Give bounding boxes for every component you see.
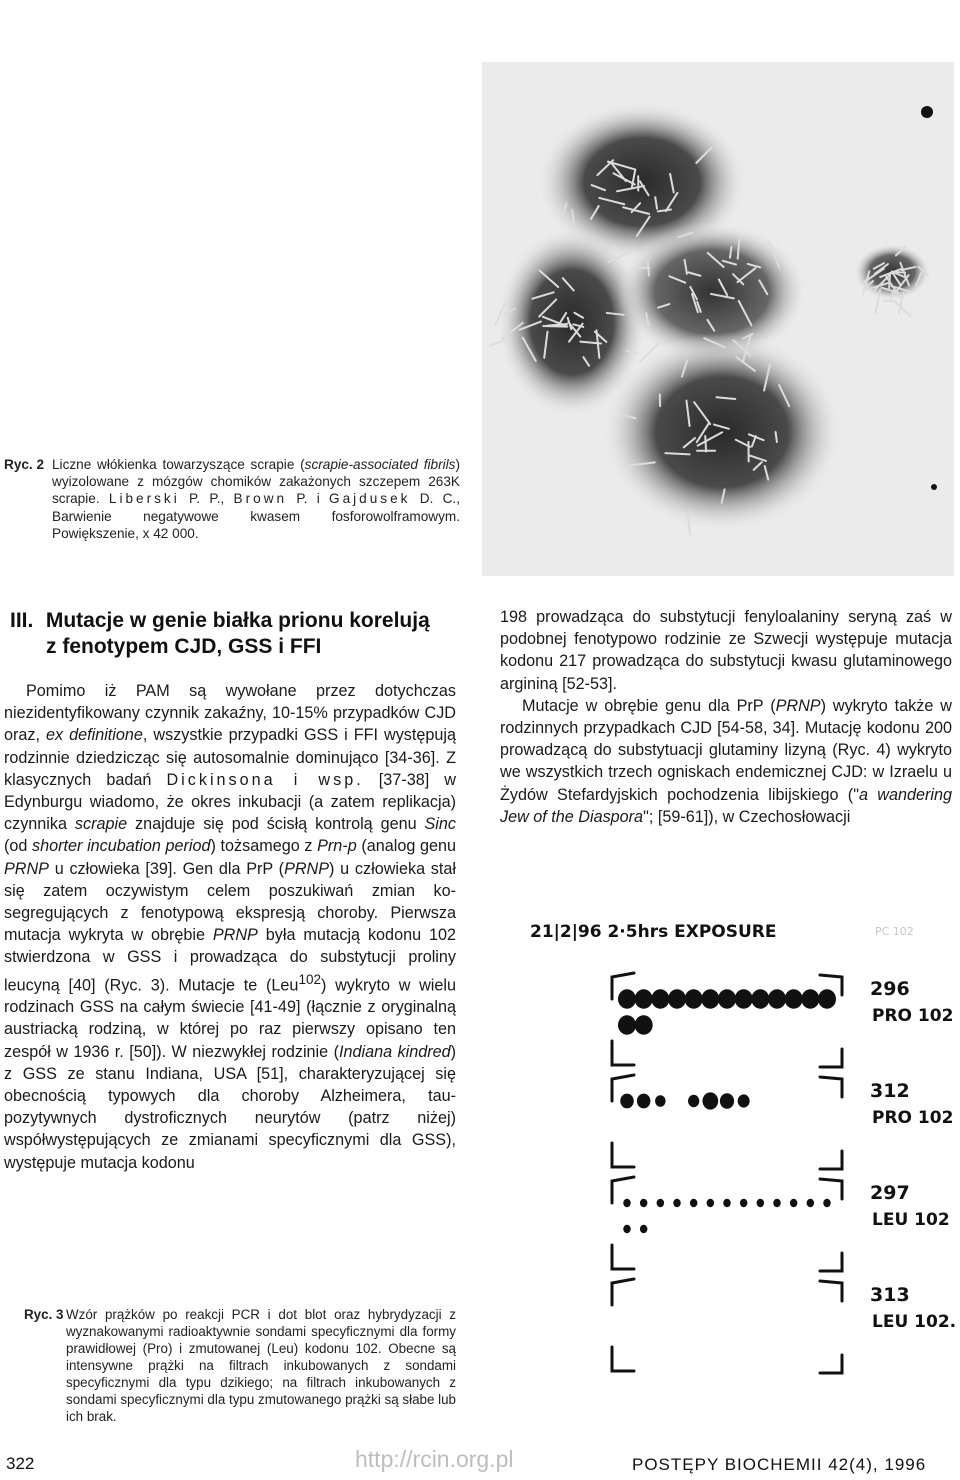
text-run: PRNP xyxy=(4,859,49,878)
blot-sample-number: 296 xyxy=(870,978,910,1000)
blot-dot xyxy=(720,1093,734,1109)
blot-bracket xyxy=(820,1281,842,1301)
text-run: scrapie-associated fibrils xyxy=(304,457,456,472)
blot-bracket xyxy=(612,1245,634,1269)
text-run: 198 prowadząca do substytucji fenyloalaniny seryną zaś w podobnej fenotypowo rodzinie ze Szwecji występuje mutacja kodonu 217 prowadząca do substytucji kwasu glutaminowego argininą [52-53]. xyxy=(500,608,952,693)
text-run: Gajdusek xyxy=(329,491,411,507)
blot-dot xyxy=(823,1199,831,1207)
blot-dot xyxy=(702,1092,718,1109)
figure-2-label: Ryc. 2 xyxy=(4,457,45,472)
blot-dot xyxy=(785,989,803,1009)
fibril xyxy=(730,247,731,258)
text-run: shorter incubation period xyxy=(32,837,211,856)
blot-dot xyxy=(640,1225,648,1233)
blot-dot xyxy=(685,989,703,1009)
blot-dot xyxy=(773,1199,781,1207)
text-run: Prn-p xyxy=(317,837,357,856)
dot-blot-figure-3 xyxy=(530,905,957,1332)
blot-dot xyxy=(640,1199,648,1207)
text-run: była mutacją kodonu 102 stwierdzona w GSS i prowadząca do substytucji proliny leucyną [40] (Ryc. 3). Mutacje te (Leu xyxy=(4,926,456,995)
text-run: Pomimo iż PAM są wywołane przez dotychczas niezidentyfikowany czynnik zakaźny, 10-15% przypadków CJD oraz, xyxy=(4,682,456,745)
text-run: Brown xyxy=(233,491,288,507)
blot-filter-313 xyxy=(612,1279,956,1373)
blot-bracket xyxy=(612,1041,634,1065)
figure-3-caption xyxy=(4,1306,456,1425)
fibril xyxy=(705,436,706,452)
text-run: ) wyizolowane z mózgów chomików zakażonych szczepem 263K scrapie. xyxy=(52,457,460,507)
blot-dot xyxy=(768,989,786,1009)
blot-dot xyxy=(757,1199,765,1207)
blot-dot xyxy=(635,989,653,1009)
section-heading xyxy=(10,608,462,660)
blot-dot xyxy=(735,989,753,1009)
blot-dot xyxy=(751,989,769,1009)
text-run: ) z GSS ze stanu Indiana, USA [51], charakteryzującej się obecnością typowych dla choroby Alzheimera, tau-pozytywnych dystroficznych neurytów (patrz niżej) współwystępujących ze zmianami specyficznymi dla GSS), występuje mutacja kodonu xyxy=(4,1042,456,1172)
blot-bracket xyxy=(612,1143,634,1167)
blot-dot xyxy=(707,1199,715,1207)
blot-bracket xyxy=(820,1049,842,1067)
section-title-line-2: z fenotypem CJD, GSS i FFI xyxy=(46,635,322,658)
paragraph xyxy=(500,606,952,695)
journal-footer: POSTĘPY BIOCHEMII 42(4), 1996 xyxy=(632,1455,927,1474)
text-run: Liberski xyxy=(108,491,180,507)
text-run: ) u człowieka stał się zatem oczywistym celem poszukiwań zmian ko-segregujących z fenotypową ekspresją choroby. Pierwsza mutacja wykryta w obrębie xyxy=(4,859,456,945)
blot-dot xyxy=(801,989,819,1009)
text-run: scrapie xyxy=(74,815,128,834)
text-column-right xyxy=(500,606,952,828)
blot-dot xyxy=(651,989,669,1009)
blot-dot xyxy=(623,1199,631,1207)
blot-dot xyxy=(620,1094,634,1109)
blot-header-handwriting: 21|2|96 2·5hrs EXPOSURE xyxy=(530,922,777,942)
blot-bracket xyxy=(820,1355,842,1373)
section-title-line-1: Mutacje w genie białka prionu korelują xyxy=(45,609,430,632)
blot-dot xyxy=(723,1199,731,1207)
blot-dot xyxy=(637,1094,651,1109)
blot-bracket xyxy=(820,1077,842,1097)
text-run: P. i xyxy=(287,491,330,507)
text-run: ) wykryto w wielu rodzinach GSS na całym świecie [41-49] (łącznie z oryginalną austriacką rodziną, w której po raz pierwszy opisano ten zespół w 1936 r. [50]). W niezwykłej rodzinie ( xyxy=(4,976,457,1061)
micrograph-figure-2 xyxy=(482,62,954,576)
blot-genotype-label: LEU 102 xyxy=(872,1210,950,1230)
text-run: a wandering Jew of the Diaspora xyxy=(500,785,952,826)
watermark-url: http://rcin.org.pl xyxy=(355,1446,514,1472)
blot-bracket xyxy=(612,1177,634,1203)
text-run: (od xyxy=(4,837,33,856)
text-run: Liczne włókienka towarzyszące scrapie ( xyxy=(52,457,305,472)
blot-bracket xyxy=(820,1179,842,1199)
blot-genotype-label: LEU 102. xyxy=(872,1312,957,1332)
blot-bracket xyxy=(612,1279,634,1305)
blot-dot xyxy=(818,989,836,1009)
figure-3-caption-text: Wzór prążków po reakcji PCR i dot blot oraz hybrydyzacji z wyznakowanymi radioaktywnie sondami specyficznymi dla formy prawidłowej (Pro) i zmutowanej (Leu) kodonu 102. Obecne są intensywne prążki na filtrach inkubowanych z sondami specyficznymi dla typu dzikiego; na filtrach inkubowanych z sondami specyficznymi dla typu zmutowanego prążki są słabe lub ich brak. xyxy=(66,1307,457,1424)
text-run: PRNP xyxy=(212,926,258,945)
figure-2-caption-text xyxy=(52,456,460,542)
micrograph-image xyxy=(482,62,954,576)
blot-dot xyxy=(657,1199,665,1207)
blot-sample-number: 297 xyxy=(870,1182,910,1204)
blot-genotype-label: PRO 102 xyxy=(872,1108,954,1128)
text-run: P. P., xyxy=(179,491,234,507)
blot-dot xyxy=(738,1094,750,1107)
blot-dot xyxy=(618,1015,636,1035)
blot-dot xyxy=(690,1199,698,1207)
text-run: Dickinsona i wsp. xyxy=(166,770,364,789)
blot-dot xyxy=(655,1095,666,1107)
blot-dot xyxy=(618,989,636,1009)
text-run: "; [59-61]), w Czechosłowacji xyxy=(643,807,851,826)
paragraph xyxy=(500,695,952,828)
fibril xyxy=(665,453,689,454)
blot-filter-312 xyxy=(612,1075,953,1169)
blot-sample-number: 313 xyxy=(870,1284,910,1306)
text-run: PRNP xyxy=(284,859,330,878)
figure-3-label: Ryc. 3 xyxy=(24,1307,64,1322)
text-run: [37-38] w Edynburgu wiadomo, że okres inkubacji (a zatem replikacja) czynnika xyxy=(4,770,456,834)
text-run: ) wykryto także w rodzinnych przypadkach CJD [54-58, 34]. Mutację kodonu 200 prowadzącą do substytuacji glutaminy lizyną (Ryc. 4) wykryto we wszystkich trzech ogniskach endemicznej CJD: w Izraelu u Żydów Stefardyjskich pochodzenia libijskiego (" xyxy=(500,696,952,804)
blot-genotype-label: PRO 102 xyxy=(872,1006,954,1026)
section-number: III. xyxy=(10,609,34,632)
blot-dot xyxy=(668,989,686,1009)
text-run: Sinc xyxy=(424,815,456,834)
blot-dot xyxy=(688,1095,699,1107)
text-column-left xyxy=(4,680,456,1174)
paragraph xyxy=(4,680,456,1174)
text-run: 102 xyxy=(298,971,321,987)
figure-2-caption xyxy=(4,456,460,542)
blot-dot xyxy=(635,1015,653,1035)
text-run: Indiana kindred xyxy=(338,1042,451,1061)
text-run: , wszystkie przypadki GSS i FFI występują rodzinnie dziedzicząc się autosomalnie dominująco [34-36]. Z klasycznych badań xyxy=(4,726,456,789)
blot-dot xyxy=(701,989,719,1009)
blot-corner-note: PC 102 xyxy=(875,925,914,938)
blot-dot xyxy=(790,1199,798,1207)
text-run: Mutacje w obrębie genu dla PrP ( xyxy=(522,696,776,715)
blot-sample-number: 312 xyxy=(870,1080,910,1102)
text-run: PRNP xyxy=(775,696,821,715)
text-run: u człowieka [39]. Gen dla PrP ( xyxy=(48,859,285,878)
text-run: ) tożsamego z xyxy=(210,837,318,856)
text-run: D. C., Barwienie negatywowe kwasem fosforowolframowym. Powiększenie, x 42 000. xyxy=(52,491,460,541)
blot-bracket xyxy=(820,1151,842,1169)
dot-blot-image xyxy=(530,905,957,1332)
blot-filter-297 xyxy=(612,1177,950,1271)
blot-dot xyxy=(740,1199,748,1207)
blot-bracket xyxy=(820,1253,842,1271)
page-number: 322 xyxy=(6,1454,35,1473)
blot-dot xyxy=(673,1199,681,1207)
blot-dot xyxy=(623,1225,631,1233)
text-run: znajduje się pod ścisłą kontrolą genu xyxy=(127,815,425,834)
text-run: ex definitione xyxy=(46,726,143,745)
blot-bracket xyxy=(612,1347,634,1371)
blot-dot xyxy=(807,1199,815,1207)
fibril xyxy=(776,432,777,442)
text-run: (analog genu xyxy=(356,837,456,856)
blot-filter-296 xyxy=(612,973,953,1067)
blot-dot xyxy=(718,989,736,1009)
